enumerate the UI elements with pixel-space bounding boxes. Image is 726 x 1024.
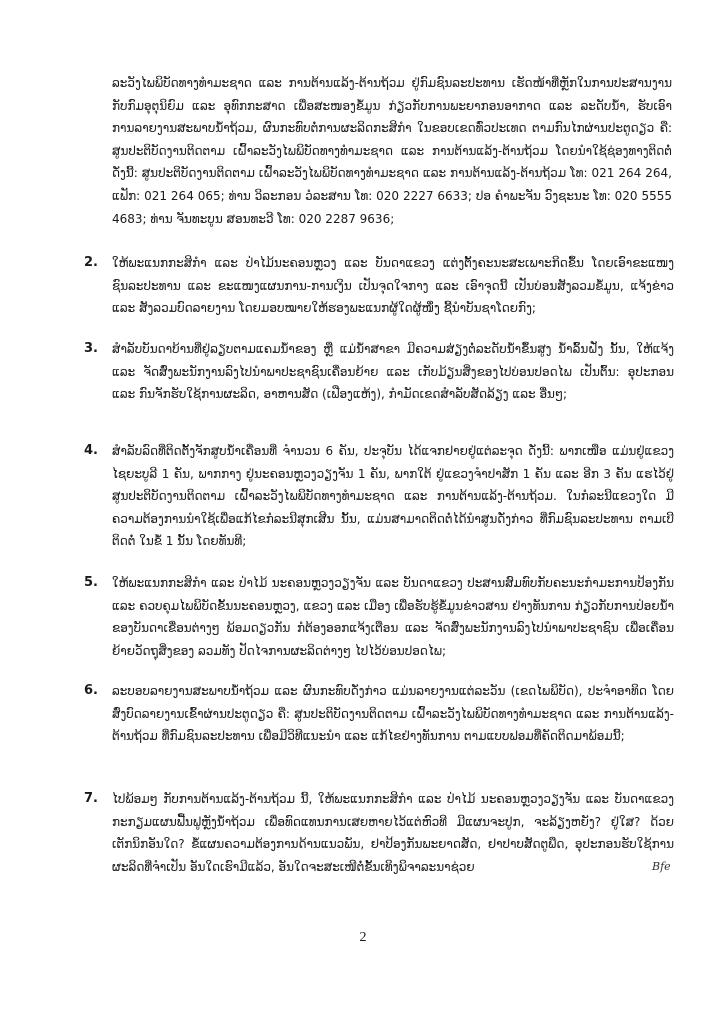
list-item-5 (84, 572, 674, 662)
item-text: ສຳລັບບັນດາບ້ານທີ່ຢູ່ລຽບຕາມແຄມນ້ຳຂອງ ຫຼື ແມ່ນ້ຳສາຂາ ມີຄວາມສ່ຽງຕໍ່ລະດັບນ້ຳຂຶ້ນສູງ ນ້ຳລົ້ນຝັ່ງ ນັ້ນ, ໃຫ້ແຈ້ງ ແລະ ຈັດສົ່ງພະນັກງານລົງໄປນຳພາປະຊາຊົນເຄື່ອນຍ້າຍ ແລະ ເກັບມ້ຽນສິ່ງຂອງໄປບ່ອນປອດໄພ ເປັນຕົ້ນ: ອຸປະກອນ ແລະ ກົນຈັກຮັບໃຊ້ການຜະລິດ, ອາຫານສັດ (ເຟືອງແຫ້ງ), ກຳມັດເຂດສຳລັບສັດລ້ຽງ ແລະ ອື່ນໆ; (112, 342, 674, 402)
item-text: ລະບອບລາຍງານສະພາບນ້ຳຖ້ວມ ແລະ ຜົນກະທົບດັ່ງກ່າວ ແມ່ນລາຍງານແຕ່ລະວັນ (ເຂດໄພພິບັດ), ປະຈຳອາທິດ ໂດຍສົ່ງບົດລາຍງານເຂົ້າຜ່ານປະຕູດຽວ ຄື: ສູນປະຕິບັດງານຕິດຕາມ ເຝົ້າລະວັງໄພພິບັດທາງທຳມະຊາດ ແລະ ການຕ້ານແລ້ງ-ຕ້ານຖ້ວມ ທີ່ກົມຊົນລະປະທານ ເພື່ອມີວິທີແນະນຳ ແລະ ແກ້ໄຂຢ່າງທັນການ ຕາມແບບຟອມທີ່ຄັດຕິດມາພ້ອມນີ້; (112, 684, 674, 744)
item-text: ໃຫ້ພະແນກກະສິກຳ ແລະ ປ່າໄມ້ນະຄອນຫຼວງ ແລະ ບັນດາແຂວງ ແຕ່ງຕັ້ງຄະນະສະເພາະກິດຂຶ້ນ ໂດຍເອົາຂະແໜງຊົນລະປະທານ ແລະ ຂະແໜງແຜນການ-ການເງິນ ເປັນຈຸດໃຈກາງ ແລະ ເອົາຈຸດນີ້ ເປັນບ່ອນສັງລວມຂໍ້ມູນ, ແຈ້ງຂ່າວ ແລະ ສັງລວມບົດລາຍງານ ໂດຍມອບໝາຍໃຫ້ຮອງພະແນກຜູ້ໃດຜູ້ໜຶ່ງ ຊີ້ນຳບັນຊາໂດຍກົງ; (112, 256, 674, 316)
item-number: 6. (84, 683, 98, 698)
list-item-7 (84, 788, 674, 878)
list-item-3 (84, 338, 674, 406)
list-item-6 (84, 680, 674, 748)
item-number: 2. (84, 255, 98, 270)
item-number: 5. (84, 575, 98, 590)
intro-paragraph: ລະວັງໄພພິບັດທາງທຳມະຊາດ ແລະ ການຕ້ານແລ້ງ-ຕ້ານຖ້ວມ ຢູ່ກົມຊົນລະປະທານ ເຮັດໜ້າທີ່ຫຼັກໃນການປະສານງານກັບກົມອຸຕຸນິຍົມ ແລະ ອຸທົກກະສາດ ເພື່ອສະໜອງຂໍ້ມູນ ກ່ຽວກັບການພະຍາກອນອາກາດ ແລະ ລະດັບນ້ຳ, ຮັບເອົາການລາຍງານສະພາບນ້ຳຖ້ວມ, ຜົນກະທົບຕໍ່ການຜະລິດກະສິກຳ ໃນຂອບເຂດທົ່ວປະເທດ ຕາມກົນໄກຜ່ານປະຕູດຽວ ຄື: ສູນປະຕິບັດງານຕິດຕາມ ເຝົ້າລະວັງໄພພິບັດທາງທຳມະຊາດ ແລະ ການຕ້ານແລ້ງ-ຕ້ານຖ້ວມ ໂດຍນຳໃຊ້ຊ່ອງທາງຕິດຕໍ່ ດັ່ງນີ້: ສູນປະຕິບັດງານຕິດຕາມ ເຝົ້າລະວັງໄພພິບັດທາງທຳມະຊາດ ແລະ ການຕ້ານແລ້ງ-ຕ້ານຖ້ວມ ໂທ: 021 264 264, ແຟັກ: 021 264 065; ທ່ານ ວິລະກອນ ວໍລະສານ ໂທ: 020 2227 6633; ປອ ຄຳພະຈັນ ວົງຊະນະ ໂທ: 020 5555 4683; ທ່ານ ຈັນທະບູນ ສອນທະວີ ໂທ: 020 2287 9636; (112, 76, 672, 226)
item-number: 4. (84, 443, 98, 458)
item-number: 3. (84, 341, 98, 356)
list-item-4 (84, 440, 674, 553)
item-number: 7. (84, 791, 98, 806)
item-text: ໃຫ້ພະແນກກະສິກຳ ແລະ ປ່າໄມ້ ນະຄອນຫຼວງວຽງຈັນ ແລະ ບັນດາແຂວງ ປະສານສົມທົບກັບຄະນະກຳມະການປ້ອງກັນ ແລະ ຄວບຄຸມໄພພິບັດຂັ້ນນະຄອນຫຼວງ, ແຂວງ ແລະ ເມືອງ ເພື່ອຮັບຮູ້ຂໍ້ມູນຂ່າວສານ ຢ່າງທັນການ ກ່ຽວກັບການປ່ອຍນ້ຳຂອງບັນດາເຂື່ອນຕ່າງໆ ພ້ອມດຽວກັນ ກໍຕ້ອງອອກແຈ້ງເຕືອນ ແລະ ຈັດສົ່ງພະນັກງານລົງໄປນຳພາປະຊາຊົນ ເພື່ອເຄື່ອນຍ້າຍວັດຖຸສິ່ງຂອງ ລວມທັງ ປັດໄຈການຜະລິດຕ່າງໆ ໄປໄວ້ບ່ອນປອດໄພ; (112, 576, 674, 658)
handwritten-initials: Bfe (652, 860, 671, 873)
item-text: ສຳລັບລົດທີ່ຕິດຕັ້ງຈັກສູບນ້ຳເຄື່ອນທີ່ ຈຳນວນ 6 ຄັນ, ປະຈຸບັນ ໄດ້ແຈກຢາຍຢູ່ແຕ່ລະຈຸດ ດັ່ງນີ້: ພາກເໜືອ ແມ່ນຢູ່ແຂວງໄຊຍະບູລີ 1 ຄັນ, ພາກກາງ ຢູ່ນະຄອນຫຼວງວຽງຈັນ 1 ຄັນ, ພາກໃຕ້ ຢູ່ແຂວງຈຳປາສັກ 1 ຄັນ ແລະ ອີກ 3 ຄັນ ແຮໄວ້ຢູ່ສູນປະຕິບັດງານຕິດຕາມ ເຝົ້າລະວັງໄພພິບັດທາງທຳມະຊາດ ແລະ ການຕ້ານແລ້ງ-ຕ້ານຖ້ວມ. ໃນກໍລະນີແຂວງໃດ ມີຄວາມຕ້ອງການນຳໃຊ້ເພື່ອແກ້ໄຂກໍລະນີສຸກເສີນ ນັ້ນ, ແມ່ນສາມາດຕິດຕໍ່ໄດ້ນຳສູນດັ່ງກ່າວ ທີ່ກົມຊົນລະປະທານ ຕາມເບີຕິດຕໍ່ ໃນຂໍ້ 1 ນັ້ນ ໂດຍທັນທີ; (112, 444, 674, 549)
page-number: 2 (359, 930, 367, 945)
list-item-2 (84, 252, 674, 320)
item-text: ໄປພ້ອມໆ ກັບການຕ້ານແລ້ງ-ຕ້ານຖ້ວມ ນີ້, ໃຫ້ພະແນກກະສິກຳ ແລະ ປ່າໄມ້ ນະຄອນຫຼວງວຽງຈັນ ແລະ ບັນດາແຂວງ ກະກຽມແຜນຟື້ນຟູຫຼັງນ້ຳຖ້ວມ ເພື່ອທົດແທນການເສຍຫາຍໄວ້ແຕ່ຫົວທີ ມີແຜນຈະປູກ, ຈະລ້ຽງຫຍັງ? ຢູ່ໃສ? ດ້ວຍເຕັກນິກອັນໃດ? ຂໍ້ແຜນຄວາມຕ້ອງການດ້ານແນວພັນ, ຢາປ້ອງກັນພະຍາດສັດ, ຢາປາບສັດຕູພືດ, ອຸປະກອນຮັບໃຊ້ການຜະລິດທີ່ຈຳເປັນ ອັນໃດເຮົາມີແລ້ວ, ອັນໃດຈະສະເໜີຕໍ່ຂັ້ນເທິງພິຈາລະນາຊ່ວຍ (112, 792, 674, 874)
